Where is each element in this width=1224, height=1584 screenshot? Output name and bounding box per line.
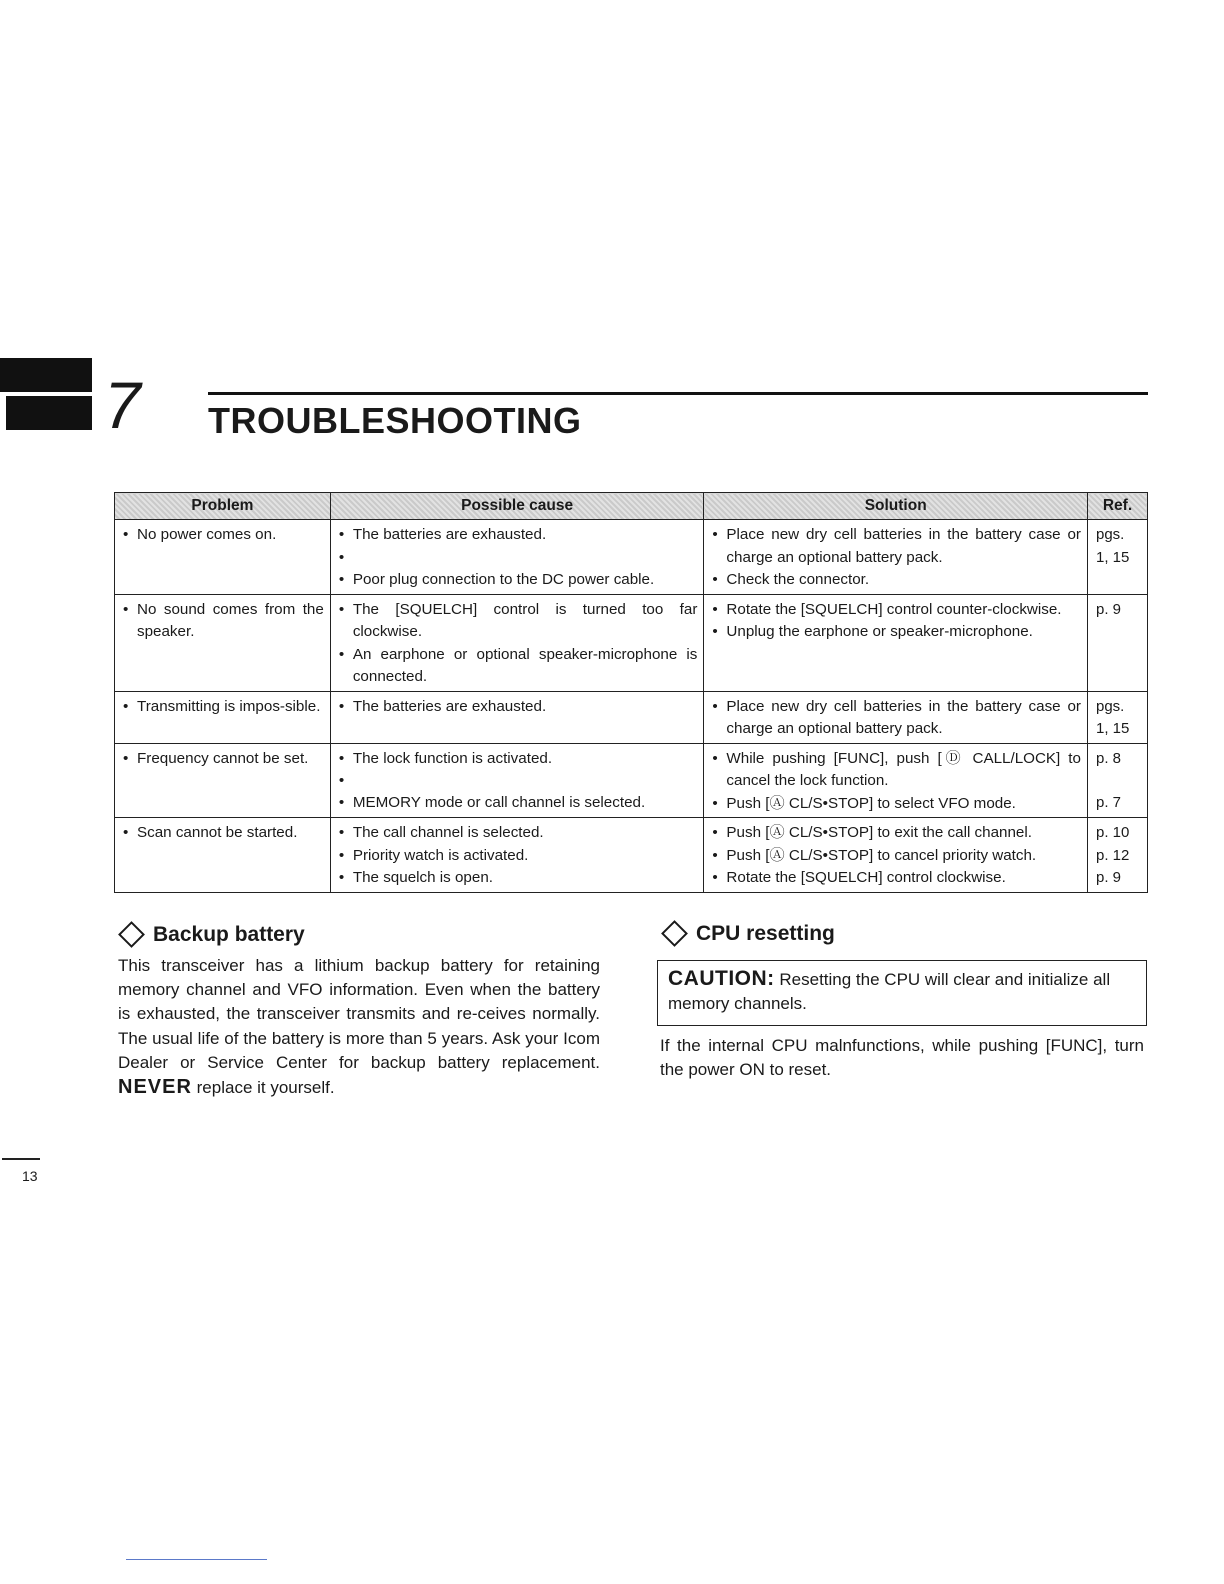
cause-cell [330, 691, 704, 743]
solution-item: • Rotate the [SQUELCH] control clockwise. [712, 867, 1081, 890]
ref-cell [1087, 818, 1147, 893]
caution-text: Resetting the CPU will clear and initialize all memory channels. [668, 970, 1111, 1013]
problem-text: • Scan cannot be started. [123, 822, 324, 845]
cause-item: • The batteries are exhausted. [339, 696, 698, 719]
chapter-rule [208, 392, 1148, 395]
problem-text: • No sound comes from the speaker. [123, 599, 324, 644]
solution-cell [704, 520, 1088, 595]
ref-cell [1087, 743, 1147, 818]
bottom-blue-rule [126, 1559, 267, 1560]
cause-spacer [339, 547, 698, 569]
problem-cell [115, 520, 331, 595]
page-number: 13 [22, 1168, 38, 1184]
header-solution: Solution [704, 493, 1088, 520]
solution-item: • Check the connector. [712, 569, 1081, 592]
ref-text: p. 8 [1095, 749, 1122, 767]
chapter-side-tab [0, 358, 92, 430]
solution-item: • Push [Ⓐ CL/S•STOP] to select VFO mode. [712, 793, 1081, 816]
diamond-icon [661, 920, 688, 947]
diamond-icon [118, 921, 145, 948]
ref-text: 1, 15 [1095, 720, 1130, 737]
cause-cell [330, 743, 704, 818]
cause-spacer [339, 770, 698, 792]
solution-cell [704, 743, 1088, 818]
chapter-number: 7 [104, 368, 141, 442]
problem-text: • No power comes on. [123, 524, 324, 547]
solution-item: • Place new dry cell batteries in the battery case or charge an optional battery pack. [712, 524, 1081, 569]
cause-item: • MEMORY mode or call channel is selected. [339, 792, 698, 815]
problem-cell [115, 743, 331, 818]
problem-cell [115, 818, 331, 893]
solution-item: • While pushing [FUNC], push [Ⓓ CALL/LOCK] to cancel the lock function. [712, 748, 1081, 793]
chapter-title: TROUBLESHOOTING [208, 400, 582, 441]
table-row [115, 743, 1148, 818]
solution-item: • Push [Ⓐ CL/S•STOP] to exit the call channel. [712, 822, 1081, 845]
ref-text: pgs. [1095, 697, 1125, 715]
cause-item: • The batteries are exhausted. [339, 524, 698, 547]
table-row [115, 520, 1148, 595]
table-row [115, 818, 1148, 893]
ref-text: pgs. [1095, 526, 1125, 543]
backup-battery-text [118, 954, 600, 1100]
ref-text: p. 7 [1095, 794, 1122, 811]
ref-text: 1, 15 [1095, 548, 1130, 566]
header-problem: Problem [115, 493, 331, 520]
solution-item: • Rotate the [SQUELCH] control counter-clockwise. [712, 599, 1081, 622]
ref-spacer [1096, 770, 1141, 792]
solution-cell [704, 818, 1088, 893]
page-number-rule [2, 1158, 40, 1160]
cause-cell [330, 594, 704, 691]
solution-item: • Push [Ⓐ CL/S•STOP] to cancel priority watch. [712, 845, 1081, 868]
cause-item: • The squelch is open. [339, 867, 698, 890]
ref-cell [1087, 691, 1147, 743]
troubleshooting-table [114, 492, 1148, 893]
caution-label: CAUTION: [668, 967, 775, 990]
problem-text: • Frequency cannot be set. [123, 748, 324, 771]
cpu-resetting-heading [659, 923, 835, 944]
ref-text: p. 12 [1095, 846, 1130, 864]
header-possible-cause: Possible cause [330, 493, 704, 520]
problem-text: • Transmitting is impos-sible. [123, 696, 324, 719]
ref-text: p. 9 [1095, 869, 1122, 886]
cpu-heading-text: CPU resetting [696, 922, 835, 945]
backup-heading-text: Backup battery [153, 923, 305, 946]
caution-box [657, 960, 1147, 1026]
backup-body: This transceiver has a lithium backup battery for retaining memory channel and VFO information. Even when the battery is exhausted, the transceiver transmits and re-ceives normally. The usual life of the battery is more than 5 years. Ask your Icom Dealer or Service Center for backup battery replacement. [118, 956, 600, 1072]
ref-text: p. 10 [1095, 824, 1130, 841]
cause-item: • Poor plug connection to the DC power cable. [339, 569, 698, 592]
solution-cell [704, 594, 1088, 691]
never-emphasis: NEVER [118, 1076, 192, 1099]
header-ref: Ref. [1087, 493, 1147, 520]
cause-item: • An earphone or optional speaker-microphone is connected. [339, 644, 698, 689]
table-header-row [115, 493, 1148, 520]
side-tab-block-top [0, 358, 92, 392]
table-row [115, 594, 1148, 691]
problem-cell [115, 691, 331, 743]
cause-item: • The [SQUELCH] control is turned too far clockwise. [339, 599, 698, 644]
backup-battery-heading [116, 924, 305, 945]
table-row [115, 691, 1148, 743]
backup-body-end: replace it yourself. [196, 1078, 335, 1098]
solution-item: • Place new dry cell batteries in the battery case or charge an optional battery pack. [712, 696, 1081, 741]
cause-item: • The lock function is activated. [339, 748, 698, 771]
problem-cell [115, 594, 331, 691]
ref-text: p. 9 [1095, 600, 1122, 618]
cpu-resetting-text: If the internal CPU malnfunctions, while pushing [FUNC], turn the power ON to reset. [660, 1036, 1144, 1080]
cause-item: • Priority watch is activated. [339, 845, 698, 868]
solution-item: • Unplug the earphone or speaker-microphone. [712, 621, 1081, 644]
cause-cell [330, 520, 704, 595]
ref-cell [1087, 520, 1147, 595]
cause-cell [330, 818, 704, 893]
cause-item: • The call channel is selected. [339, 822, 698, 845]
solution-cell [704, 691, 1088, 743]
ref-cell [1087, 594, 1147, 691]
side-tab-block-bottom [6, 396, 92, 430]
